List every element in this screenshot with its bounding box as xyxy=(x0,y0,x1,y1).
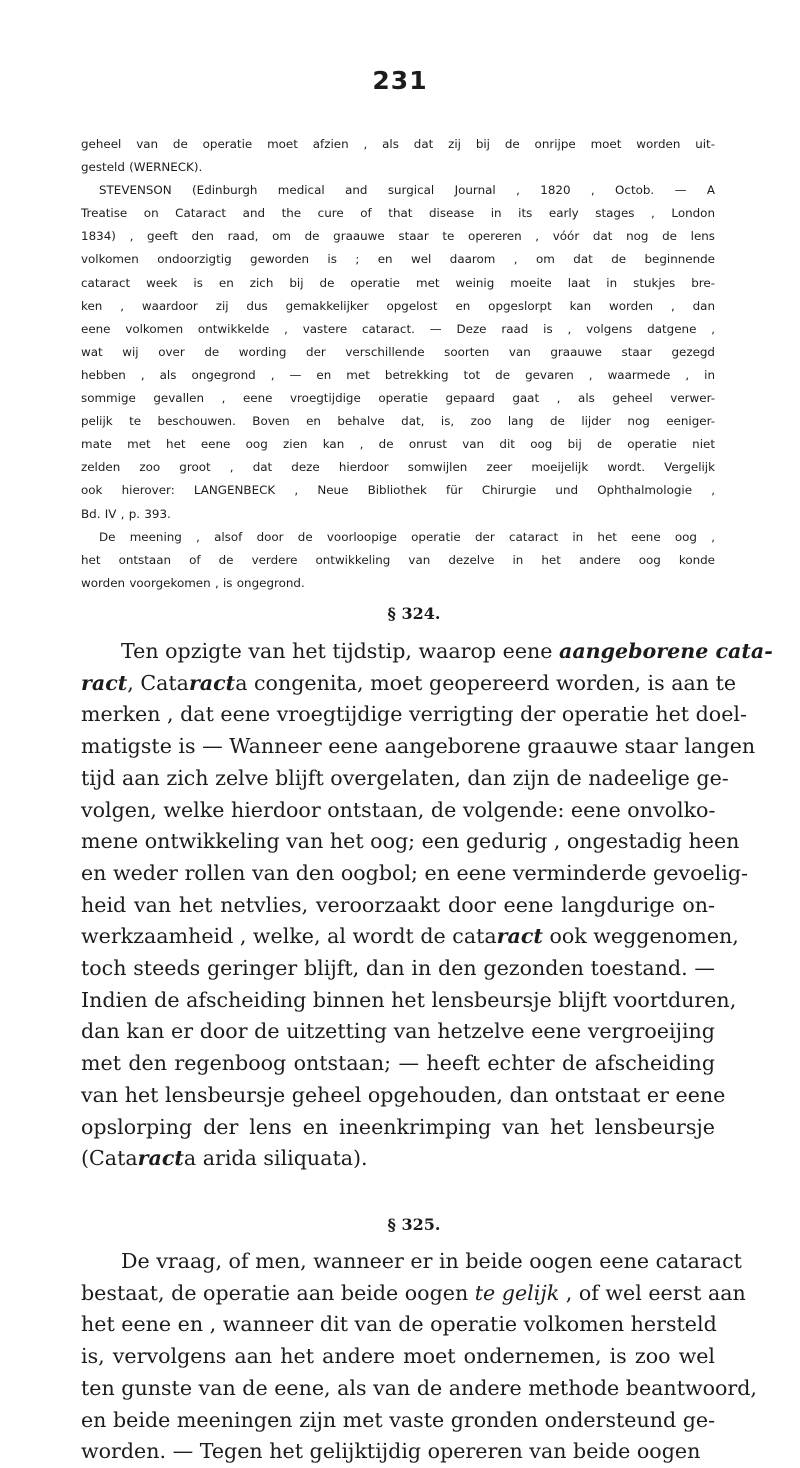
text-line: Treatise on Cataract and the cure of that disease in its early stages , London xyxy=(81,206,715,221)
text-line: Indien de afscheiding binnen het lensbeursje blijft voortduren, xyxy=(81,987,737,1012)
text-line: zelden zoo groot , dat deze hierdoor somwijlen zeer moeijelijk wordt. Vergelijk xyxy=(81,460,715,475)
text-line: werkzaamheid , welke, al wordt de cataract ook weggenomen, xyxy=(81,924,739,949)
text-line: (Cataracta arida siliquata). xyxy=(81,1146,368,1171)
text-line: is, vervolgens aan het andere moet ondernemen, is zoo wel xyxy=(81,1344,715,1369)
text-line: en weder rollen van den oogbol; en eene verminderde gevoelig- xyxy=(81,860,748,885)
text-line: gesteld (WERNECK). xyxy=(81,160,203,175)
text-line: van het lensbeursje geheel opgehouden, dan ontstaat er eene xyxy=(81,1082,726,1107)
text-line: ract, Cataracta congenita, moet geopereerd worden, is aan te xyxy=(81,670,737,695)
footnote-block xyxy=(81,133,715,595)
text-line: worden voorgekomen , is ongegrond. xyxy=(81,575,305,590)
text-line: Ten opzigte van het tijdstip, waarop eene aangeborene cata- xyxy=(121,639,773,663)
text-line: hebben , als ongegrond , — en met betrekking tot de gevaren , waarmede , in xyxy=(81,367,715,382)
text-line: dan kan er door de uitzetting van hetzelve eene vergroeijing xyxy=(81,1019,715,1044)
text-line: ook hierover: LANGENBECK , Neue Bibliothek für Chirurgie und Ophthalmologie , xyxy=(81,483,715,498)
text-line: en beide meeningen zijn met vaste gronden ondersteund ge- xyxy=(81,1407,716,1432)
text-line: ten gunste van de eene, als van de andere methode beantwoord, xyxy=(81,1375,757,1400)
text-line: pelijk te beschouwen. Boven en behalve dat, is, zoo lang de lijder nog eeniger- xyxy=(81,414,715,429)
section-heading-325: § 325. xyxy=(387,1215,441,1234)
text-line: ken , waardoor zij dus gemakkelijker opgelost en opgeslorpt kan worden , dan xyxy=(81,298,715,313)
text-line: geheel van de operatie moet afzien , als dat zij bij de onrijpe moet worden uit- xyxy=(81,137,715,151)
paragraph-324 xyxy=(81,636,773,1175)
paragraph-325 xyxy=(81,1246,757,1468)
text-line: het ontstaan of de verdere ontwikkeling van dezelve in het andere oog konde xyxy=(81,552,715,567)
text-line: tijd aan zich zelve blijft overgelaten, dan zijn de nadeelige ge- xyxy=(81,765,729,790)
text-line: Bd. IV , p. 393. xyxy=(81,506,171,521)
text-line: De meening , alsof door de voorloopige operatie der cataract in het eene oog , xyxy=(99,529,715,544)
text-line: eene volkomen ontwikkelde , vastere cataract. — Deze raad is , volgens datgene , xyxy=(81,321,715,336)
text-line: merken , dat eene vroegtijdige verrigting der operatie het doel- xyxy=(81,702,747,727)
text-line: De vraag, of men, wanneer er in beide oogen eene cataract xyxy=(121,1249,742,1273)
text-line: sommige gevallen , eene vroegtijdige operatie gepaard gaat , als geheel verwer- xyxy=(81,391,715,406)
text-line: toch steeds geringer blijft, dan in den gezonden toestand. — xyxy=(81,956,715,981)
text-line: het eene en , wanneer dit van de operatie volkomen hersteld xyxy=(81,1312,717,1337)
text-line: volgen, welke hierdoor ontstaan, de volgende: eene onvolko- xyxy=(81,797,716,822)
text-line: cataract week is en zich bij de operatie met weinig moeite laat in stukjes bre- xyxy=(81,275,715,290)
text-line: heid van het netvlies, veroorzaakt door eene langdurige on- xyxy=(81,892,715,917)
text-line: wat wij over de wording der verschillende soorten van graauwe staar gezegd xyxy=(81,344,715,359)
section-heading-324: § 324. xyxy=(387,604,441,623)
footnote-paragraph xyxy=(81,133,715,179)
text-line: bestaat, de operatie aan beide oogen te gelijk , of wel eerst aan xyxy=(81,1280,746,1305)
text-line: matigste is — Wanneer eene aangeborene graauwe staar langen xyxy=(81,734,756,759)
text-line: STEVENSON (Edinburgh medical and surgical Journal , 1820 , Octob. — A xyxy=(99,183,715,198)
page-number: 231 xyxy=(372,66,428,95)
text-line: volkomen ondoorzigtig geworden is ; en wel daarom , om dat de beginnende xyxy=(81,252,715,267)
text-line: mate met het eene oog zien kan , de onrust van dit oog bij de operatie niet xyxy=(81,437,715,452)
footnote-paragraph xyxy=(81,526,715,595)
text-line: opslorping der lens en ineenkrimping van het lensbeursje xyxy=(81,1114,715,1139)
text-line: worden. — Tegen het gelijktijdig opereren van beide oogen xyxy=(81,1439,701,1464)
text-line: met den regenboog ontstaan; — heeft echter de afscheiding xyxy=(81,1051,715,1076)
text-line: 1834) , geeft den raad, om de graauwe staar te opereren , vóór dat nog de lens xyxy=(81,229,715,244)
footnote-paragraph xyxy=(81,179,715,525)
text-line: mene ontwikkeling van het oog; een gedurig , ongestadig heen xyxy=(81,829,740,854)
